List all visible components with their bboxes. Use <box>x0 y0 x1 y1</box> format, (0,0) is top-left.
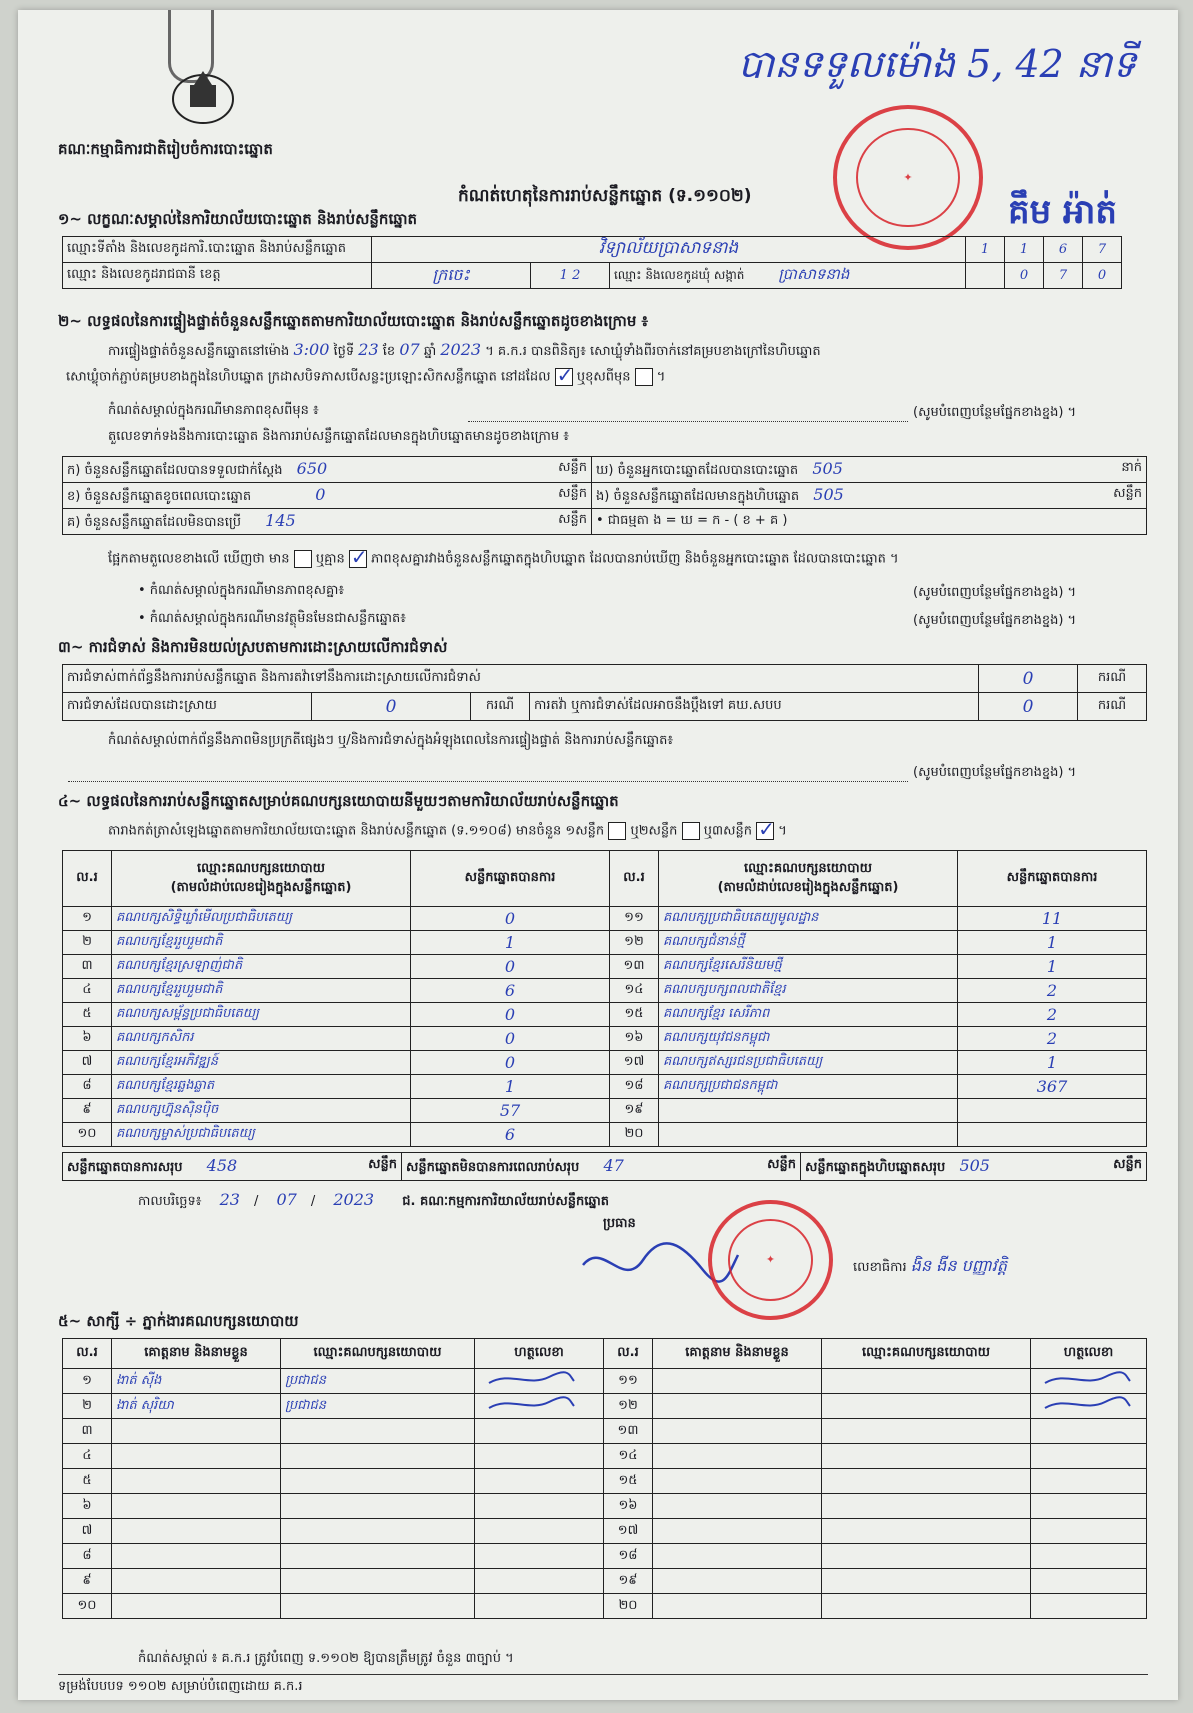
bullet1: • កំណត់សម្គាល់ក្នុងករណីមានភាពខុសគ្នា៖ <box>138 583 345 598</box>
station-value: វិទ្យាល័យប្រាសាទនាង <box>372 237 966 263</box>
party-name: គណបក្សជំនាន់ថ្មី <box>659 931 958 955</box>
col-no: ល.រ <box>63 1339 112 1369</box>
table-row <box>63 955 1147 979</box>
form-note: ទម្រង់បែបបទ ១១០២ សម្រាប់បំពេញដោយ គ.ក.រ <box>58 1679 303 1694</box>
appeal-label: ការតវ៉ា ឬការជំទាស់ដែលអាចនឹងប្តឹងទៅ គឃ.សបប <box>530 693 979 721</box>
count-c: គ) ចំនួនសន្លឹកឆ្នោតដែលមិនបានប្រើ 145 សន្លឹក <box>63 509 592 535</box>
section1-heading: ១~ លក្ខណៈសម្គាល់នៃការិយាល័យបោះឆ្នោត និងរាប់សន្លឹកឆ្នោត <box>58 210 418 228</box>
witness-no: ១៣ <box>604 1419 653 1444</box>
witness-name <box>112 1544 281 1569</box>
year-value: 2023 <box>440 340 482 359</box>
witness-no: ១៤ <box>604 1444 653 1469</box>
witness-name <box>653 1419 822 1444</box>
witness-name <box>112 1519 281 1544</box>
resolved-value: 0 <box>312 693 471 721</box>
witness-signature <box>1031 1594 1147 1619</box>
difference-line: ផ្អែកតាមតួលេខខាងលើ ឃើញថា មាន ឬគ្មាន ✓ ភាពខុសគ្នារវាងចំនួនសន្លឹកឆ្នោតក្នុងហិបឆ្នោត ដែលបានរាប់ឃើញ និងចំនួនអ្នកបោះឆ្នោត ដែលបានបោះឆ្នោត ។ <box>108 550 1158 570</box>
witness-name <box>112 1419 281 1444</box>
witness-name: ងាត់ ស៊ីង <box>112 1369 281 1394</box>
party-name: គណបក្សម្ចាស់ប្រជាធិបតេយ្យ <box>112 1123 411 1147</box>
day-value: 23 <box>358 340 379 359</box>
witness-party <box>281 1544 475 1569</box>
party-no: ១៨ <box>610 1075 659 1099</box>
witness-party <box>822 1369 1031 1394</box>
party-votes: 2 <box>958 979 1147 1003</box>
party-no: ៧ <box>63 1051 112 1075</box>
complaint-row1-value: 0 <box>979 665 1078 693</box>
witness-name <box>112 1469 281 1494</box>
col-party: ឈ្មោះគណបក្សនយោបាយ (តាមលំដាប់លេខរៀងក្នុងសន្លឹកឆ្នោត) <box>112 851 411 907</box>
table-row <box>63 907 1147 931</box>
party-name: គណបក្សខ្មែរឆ្លងឆ្លាត <box>112 1075 411 1099</box>
witness-name <box>653 1544 822 1569</box>
party-votes <box>958 1123 1147 1147</box>
witness-party <box>281 1594 475 1619</box>
section4-heading: ៤~ លទ្ធផលនៃការរាប់សន្លឹកឆ្នោតសម្រាប់គណបក្សនយោបាយនីមួយៗតាមការិយាល័យរាប់សន្លឹកឆ្នោត <box>58 792 619 810</box>
has-difference-checkbox[interactable] <box>294 550 312 568</box>
witness-no: ៨ <box>63 1544 112 1569</box>
party-votes <box>958 1099 1147 1123</box>
code-cell: 0 <box>1005 263 1044 289</box>
table-row <box>63 1494 1147 1519</box>
witness-no: ១៦ <box>604 1494 653 1519</box>
witness-signature <box>475 1444 604 1469</box>
count-b: ខ) ចំនួនសន្លឹកឆ្នោតខូចពេលបោះឆ្នោត 0 សន្លឹក <box>63 483 592 509</box>
party-name: គណបក្សឥស្សរជនប្រជាធិបតេយ្យ <box>659 1051 958 1075</box>
party-name: គណបក្សសម្ព័ន្ធប្រជាធិបតេយ្យ <box>112 1003 411 1027</box>
party-votes: 1 <box>411 931 610 955</box>
code-cell: 6 <box>1044 237 1083 263</box>
party-name: គណបក្សខ្មែរស្រឡាញ់ជាតិ <box>112 955 411 979</box>
witness-no: ៣ <box>63 1419 112 1444</box>
col-votes: សន្លឹកឆ្នោតបានការ <box>958 851 1147 907</box>
party-votes: 6 <box>411 979 610 1003</box>
table-row <box>63 1123 1147 1147</box>
witness-name <box>653 1594 822 1619</box>
table-row <box>63 1003 1147 1027</box>
witness-no: ៥ <box>63 1469 112 1494</box>
col-sign: ហត្ថលេខា <box>1031 1339 1147 1369</box>
party-no: ១៩ <box>610 1099 659 1123</box>
party-name: គណបក្សខ្មែរសេរីនិយមថ្មី <box>659 955 958 979</box>
witness-name <box>653 1444 822 1469</box>
witness-party <box>822 1494 1031 1519</box>
tally-intro: តារាងកត់ត្រាសំឡេងឆ្នោតតាមការិយាល័យបោះឆ្នោត និងរាប់សន្លឹកឆ្នោត (ទ.១១០៨) មានចំនួន ១សន្លឹក ឬ២សន្លឹក ឬ៣សន្លឹក ✓ ។ <box>108 822 787 842</box>
witness-party <box>281 1519 475 1544</box>
form-title: កំណត់ហេតុនៃការរាប់សន្លឹកឆ្នោត (ទ.១១០២) <box>458 186 752 206</box>
three-sheets-checkbox[interactable] <box>756 822 774 840</box>
received-note: បានទទួលម៉ោង 5, 42 នាទី <box>738 42 1137 86</box>
witness-signature <box>475 1469 604 1494</box>
party-votes: 2 <box>958 1027 1147 1051</box>
witness-party <box>822 1569 1031 1594</box>
party-votes: 367 <box>958 1075 1147 1099</box>
col-no: ល.រ <box>610 851 659 907</box>
party-name: គណបក្សកសិករ <box>112 1027 411 1051</box>
unit-label: ករណី <box>1078 665 1147 693</box>
section2-heading: ២~ លទ្ធផលនៃការផ្ទៀងផ្ទាត់ចំនួនសន្លឹកឆ្នោតតាមការិយាល័យបោះឆ្នោត និងរាប់សន្លឹកឆ្នោតដូចខាងក្រោម ៖ <box>58 312 649 330</box>
witness-no: ១៥ <box>604 1469 653 1494</box>
col-party: ឈ្មោះគណបក្សនយោបាយ (តាមលំដាប់លេខរៀងក្នុងសន្លឹកឆ្នោត) <box>659 851 958 907</box>
code-cell: 7 <box>1044 263 1083 289</box>
witness-no: ១៨ <box>604 1544 653 1569</box>
witness-party <box>281 1469 475 1494</box>
witness-signature <box>475 1544 604 1569</box>
totals-table <box>62 1152 1147 1181</box>
col-name: គោត្តនាម និងនាមខ្លួន <box>653 1339 822 1369</box>
witness-signature <box>475 1519 604 1544</box>
fill-hint-2: (សូមបំពេញបន្ថែមផ្នែកខាងខ្នង) ។ <box>913 585 1077 600</box>
witness-name <box>653 1394 822 1419</box>
counts-table <box>62 456 1147 535</box>
party-no: ១២ <box>610 931 659 955</box>
complaint-row1-label: ការជំទាស់ពាក់ព័ន្ធនឹងការរាប់សន្លឹកឆ្នោត និងការតវ៉ាទៅនឹងការដោះស្រាយលើការជំទាស់ <box>63 665 979 693</box>
party-name: គណបក្សខ្មែរ សេរីភាព <box>659 1003 958 1027</box>
witness-no: ៧ <box>63 1519 112 1544</box>
province-value: ក្រចេះ <box>372 263 531 289</box>
table-row <box>63 931 1147 955</box>
secretary-line: លេខាធិការ ងិន ងីន បញ្ញាវត្តិ <box>853 1256 1007 1275</box>
witness-table <box>62 1338 1147 1619</box>
witness-signature <box>475 1494 604 1519</box>
col-name: គោត្តនាម និងនាមខ្លួន <box>112 1339 281 1369</box>
party-no: ១៥ <box>610 1003 659 1027</box>
chief-label: ប្រធាន <box>603 1216 636 1231</box>
province-code: 1 2 <box>531 263 610 289</box>
witness-signature <box>1031 1519 1147 1544</box>
official-seal-top: ✦ <box>833 105 983 250</box>
code-cell: 7 <box>1083 237 1122 263</box>
party-results-table <box>62 850 1147 1147</box>
note2: តួលេខទាក់ទងនឹងការបោះឆ្នោត និងការរាប់សន្លឹកឆ្នោតដែលមានក្នុងហិបឆ្នោតមានដូចខាងក្រោម ៖ <box>108 429 569 444</box>
col-party: ឈ្មោះគណបក្សនយោបាយ <box>822 1339 1031 1369</box>
witness-party <box>281 1419 475 1444</box>
witness-name <box>653 1494 822 1519</box>
party-no: ១៣ <box>610 955 659 979</box>
complaints-table <box>62 664 1147 721</box>
witness-no: ៦ <box>63 1494 112 1519</box>
fill-hint: (សូមបំពេញបន្ថែមផ្នែកខាងខ្នង) ។ <box>913 405 1077 420</box>
section3-heading: ៣~ ការជំទាស់ និងការមិនយល់ស្របតាមការដោះស្រាយលើការជំទាស់ <box>58 638 448 656</box>
witness-signature <box>1031 1444 1147 1469</box>
verification-line: ការផ្ទៀងផ្ទាត់ចំនួនសន្លឹកឆ្នោតនៅម៉ោង 3:00 ថ្ងៃទី 23 ខែ 07 ឆ្នាំ 2023 ។ គ.ក.រ បានពិនិត្យ៖ សោឃ្លុំទាំងពីរចាក់នៅគម្របខាងក្រៅនៃហិបឆ្នោត <box>108 340 821 359</box>
party-votes: 0 <box>411 1003 610 1027</box>
witness-no: ១៧ <box>604 1519 653 1544</box>
code-cell: 0 <box>1083 263 1122 289</box>
table-row <box>63 1369 1147 1394</box>
commune-cell <box>610 263 966 289</box>
fill-hint-4: (សូមបំពេញបន្ថែមផ្នែកខាងខ្នង) ។ <box>913 765 1077 780</box>
table-row <box>63 1469 1147 1494</box>
witness-signature-icon <box>1035 1394 1135 1414</box>
party-no: ៦ <box>63 1027 112 1051</box>
witness-name <box>653 1469 822 1494</box>
table-row <box>63 1394 1147 1419</box>
party-name <box>659 1123 958 1147</box>
witness-name <box>653 1519 822 1544</box>
footnote: កំណត់សម្គាល់ ៖ គ.ក.រ ត្រូវបំពេញ ទ.១១០២ ឱ្យបានត្រឹមត្រូវ ចំនួន ៣ច្បាប់ ។ <box>138 1651 514 1666</box>
party-no: ៩ <box>63 1099 112 1123</box>
resolved-label: ការជំទាស់ដែលបានដោះស្រាយ <box>63 693 312 721</box>
no-difference-checkbox[interactable] <box>349 550 367 568</box>
table-row <box>63 1444 1147 1469</box>
party-votes: 0 <box>411 955 610 979</box>
witness-signature <box>1031 1419 1147 1444</box>
witness-name <box>653 1369 822 1394</box>
party-no: ៤ <box>63 979 112 1003</box>
witness-no: ១៩ <box>604 1569 653 1594</box>
witness-party: ប្រជាជន <box>281 1394 475 1419</box>
section3-note: កំណត់សម្គាល់ពាក់ព័ន្ធនឹងភាពមិនប្រក្រតីផ្សេងៗ ឬ/និងការជំទាស់ក្នុងអំឡុងពេលនៃការផ្ទៀងផ្ទាត់ និងការរាប់សន្លឹកឆ្នោត៖ <box>108 733 674 748</box>
org-name: គណៈកម្មាធិការជាតិរៀបចំការបោះឆ្នោត <box>58 140 273 158</box>
table-row <box>63 979 1147 1003</box>
party-votes: 1 <box>958 955 1147 979</box>
witness-party <box>281 1494 475 1519</box>
party-name: គណបក្សខ្មែររួបរួមជាតិ <box>112 979 411 1003</box>
party-name: គណបក្សហ្វ៊ុនស៊ិនប៉ិច <box>112 1099 411 1123</box>
count-e: ង) ចំនួនសន្លឹកឆ្នោតដែលមានក្នុងហិបឆ្នោត 505 សន្លឹក <box>592 483 1147 509</box>
witness-party <box>822 1544 1031 1569</box>
witness-party <box>822 1469 1031 1494</box>
nec-emblem-icon <box>168 65 238 127</box>
appeal-value: 0 <box>979 693 1078 721</box>
party-votes: 0 <box>411 1027 610 1051</box>
party-votes: 0 <box>411 907 610 931</box>
col-sign: ហត្ថលេខា <box>475 1339 604 1369</box>
party-name: គណបក្សយុវជនកម្ពុជា <box>659 1027 958 1051</box>
count-d: ឃ) ចំនួនអ្នកបោះឆ្នោតដែលបានបោះឆ្នោត 505 នាក់ <box>592 457 1147 483</box>
official-seal-bottom: ✦ <box>708 1200 833 1320</box>
total-valid: សន្លឹកឆ្នោតបានការសរុប 458 សន្លឹក <box>63 1153 402 1181</box>
formula: • ជាធម្មតា ង = ឃ = ក - ( ខ + គ ) <box>592 509 1147 535</box>
witness-name <box>653 1569 822 1594</box>
witness-name <box>112 1444 281 1469</box>
party-votes: 6 <box>411 1123 610 1147</box>
table-row <box>63 1027 1147 1051</box>
count-a: ក) ចំនួនសន្លឹកឆ្នោតដែលបានទទួលជាក់ស្តែង 650 សន្លឹក <box>63 457 592 483</box>
table-row <box>63 1075 1147 1099</box>
witness-signature <box>475 1419 604 1444</box>
witness-party <box>822 1419 1031 1444</box>
witness-name: ងាត់ សុរិយា <box>112 1394 281 1419</box>
witness-signature <box>1031 1494 1147 1519</box>
table-row <box>63 1594 1147 1619</box>
witness-no: ១ <box>63 1369 112 1394</box>
party-votes: 1 <box>411 1075 610 1099</box>
different-checkbox[interactable] <box>635 368 653 386</box>
party-no: ១ <box>63 907 112 931</box>
col-party: ឈ្មោះគណបក្សនយោបាយ <box>281 1339 475 1369</box>
table-row <box>63 1051 1147 1075</box>
party-no: ១៦ <box>610 1027 659 1051</box>
one-sheet-checkbox[interactable] <box>608 822 626 840</box>
station-table <box>62 236 1122 289</box>
party-no: ៣ <box>63 955 112 979</box>
table-row <box>63 1419 1147 1444</box>
witness-no: ៤ <box>63 1444 112 1469</box>
party-name <box>659 1099 958 1123</box>
party-votes: 1 <box>958 931 1147 955</box>
party-name: គណបក្សខ្មែរអភិវឌ្ឍន៍ <box>112 1051 411 1075</box>
party-name: គណបក្សប្រជាជនកម្ពុជា <box>659 1075 958 1099</box>
witness-no: ១១ <box>604 1369 653 1394</box>
witness-party <box>822 1519 1031 1544</box>
section5-heading: ៥~ សាក្សី ÷ ភ្នាក់ងារគណបក្សនយោបាយ <box>58 1312 299 1330</box>
col-votes: សន្លឹកឆ្នោតបានការ <box>411 851 610 907</box>
witness-no: ៩ <box>63 1569 112 1594</box>
party-votes: 1 <box>958 1051 1147 1075</box>
witness-party <box>281 1569 475 1594</box>
witness-no: ១២ <box>604 1394 653 1419</box>
party-name: គណបក្សសិទ្ធិឃ្លាំមើលប្រជាធិបតេយ្យ <box>112 907 411 931</box>
table-row <box>63 1569 1147 1594</box>
total-invalid: សន្លឹកឆ្នោតមិនបានការពេលរាប់សរុប 47 សន្លឹក <box>402 1153 801 1181</box>
commune-label: ឈ្មោះ និងលេខកូដឃុំ សង្កាត់ <box>614 267 745 282</box>
witness-no: ១០ <box>63 1594 112 1619</box>
witness-signature-icon <box>479 1394 579 1414</box>
code-cell: 1 <box>966 237 1005 263</box>
party-no: ១៤ <box>610 979 659 1003</box>
two-sheets-checkbox[interactable] <box>682 822 700 840</box>
party-no: ២០ <box>610 1123 659 1147</box>
time-value: 3:00 <box>293 340 330 359</box>
party-votes: 57 <box>411 1099 610 1123</box>
witness-signature <box>1031 1569 1147 1594</box>
month-value: 07 <box>399 340 420 359</box>
party-no: ១០ <box>63 1123 112 1147</box>
unit-label: ករណី <box>1078 693 1147 721</box>
commune-value: ប្រាសាទនាង <box>778 264 850 283</box>
seal-check-line: សោឃ្លុំចាក់ភ្ជាប់គម្របខាងក្នុងនៃហិបឆ្នោត ក្រដាសបិទភាសបើសន្លះប្រឡោះសិកសន្លឹកឆ្នោត នៅដដែល ✓ ឬខុសពីមុន ។ <box>66 368 1146 388</box>
party-no: ២ <box>63 931 112 955</box>
same-checkbox[interactable] <box>555 368 573 386</box>
witness-party <box>822 1444 1031 1469</box>
table-row <box>63 1099 1147 1123</box>
party-name: គណបក្សប្រជាធិបតេយ្យមូលដ្ឋាន <box>659 907 958 931</box>
form-sheet <box>18 10 1178 1700</box>
witness-name <box>112 1569 281 1594</box>
station-label: ឈ្មោះទីតាំង និងលេខកូដការិ.បោះឆ្នោត និងរាប់សន្លឹកឆ្នោត <box>63 237 372 263</box>
party-no: ៨ <box>63 1075 112 1099</box>
party-votes: 2 <box>958 1003 1147 1027</box>
witness-signature <box>475 1394 604 1419</box>
witness-name <box>112 1594 281 1619</box>
witness-signature-icon <box>479 1369 579 1389</box>
witness-party <box>281 1444 475 1469</box>
province-label: ឈ្មោះ និងលេខកូដរាជធានី ខេត្ត <box>63 263 372 289</box>
table-row <box>63 1544 1147 1569</box>
party-votes: 11 <box>958 907 1147 931</box>
party-no: ១៧ <box>610 1051 659 1075</box>
receiver-name: គឹម អ៉ាត់ <box>1008 192 1117 232</box>
party-votes: 0 <box>411 1051 610 1075</box>
fill-hint-3: (សូមបំពេញបន្ថែមផ្នែកខាងខ្នង) ។ <box>913 613 1077 628</box>
table-row <box>63 1519 1147 1544</box>
date-line: កាលបរិច្ឆេទ៖ 23 / 07 / 2023 ជ. គណៈកម្មការការិយាល័យរាប់សន្លឹកឆ្នោត <box>138 1190 609 1209</box>
bullet2: • កំណត់សម្គាល់ក្នុងករណីមានវត្ថុមិនមែនជាសន្លឹកឆ្នោត៖ <box>138 611 406 626</box>
witness-signature <box>475 1369 604 1394</box>
witness-signature <box>1031 1544 1147 1569</box>
witness-signature-icon <box>1035 1369 1135 1389</box>
col-no: ល.រ <box>63 851 112 907</box>
witness-party: ប្រជាជន <box>281 1369 475 1394</box>
witness-party <box>822 1594 1031 1619</box>
unit-label: ករណី <box>471 693 530 721</box>
witness-signature <box>1031 1394 1147 1419</box>
party-no: ៥ <box>63 1003 112 1027</box>
witness-no: ២០ <box>604 1594 653 1619</box>
witness-signature <box>475 1594 604 1619</box>
party-name: គណបក្សបក្សពលជាតិខ្មែរ <box>659 979 958 1003</box>
witness-signature <box>1031 1369 1147 1394</box>
witness-signature <box>475 1569 604 1594</box>
note1: កំណត់សម្គាល់ក្នុងករណីមានភាពខុសពីមុន ៖ <box>108 403 319 418</box>
total-box: សន្លឹកឆ្នោតក្នុងហិបឆ្នោតសរុប 505 សន្លឹក <box>801 1153 1147 1181</box>
code-cell: 1 <box>1005 237 1044 263</box>
party-no: ១១ <box>610 907 659 931</box>
witness-party <box>822 1394 1031 1419</box>
party-name: គណបក្សខ្មែររួបរួមជាតិ <box>112 931 411 955</box>
witness-signature <box>1031 1469 1147 1494</box>
witness-no: ២ <box>63 1394 112 1419</box>
col-no: ល.រ <box>604 1339 653 1369</box>
witness-name <box>112 1494 281 1519</box>
